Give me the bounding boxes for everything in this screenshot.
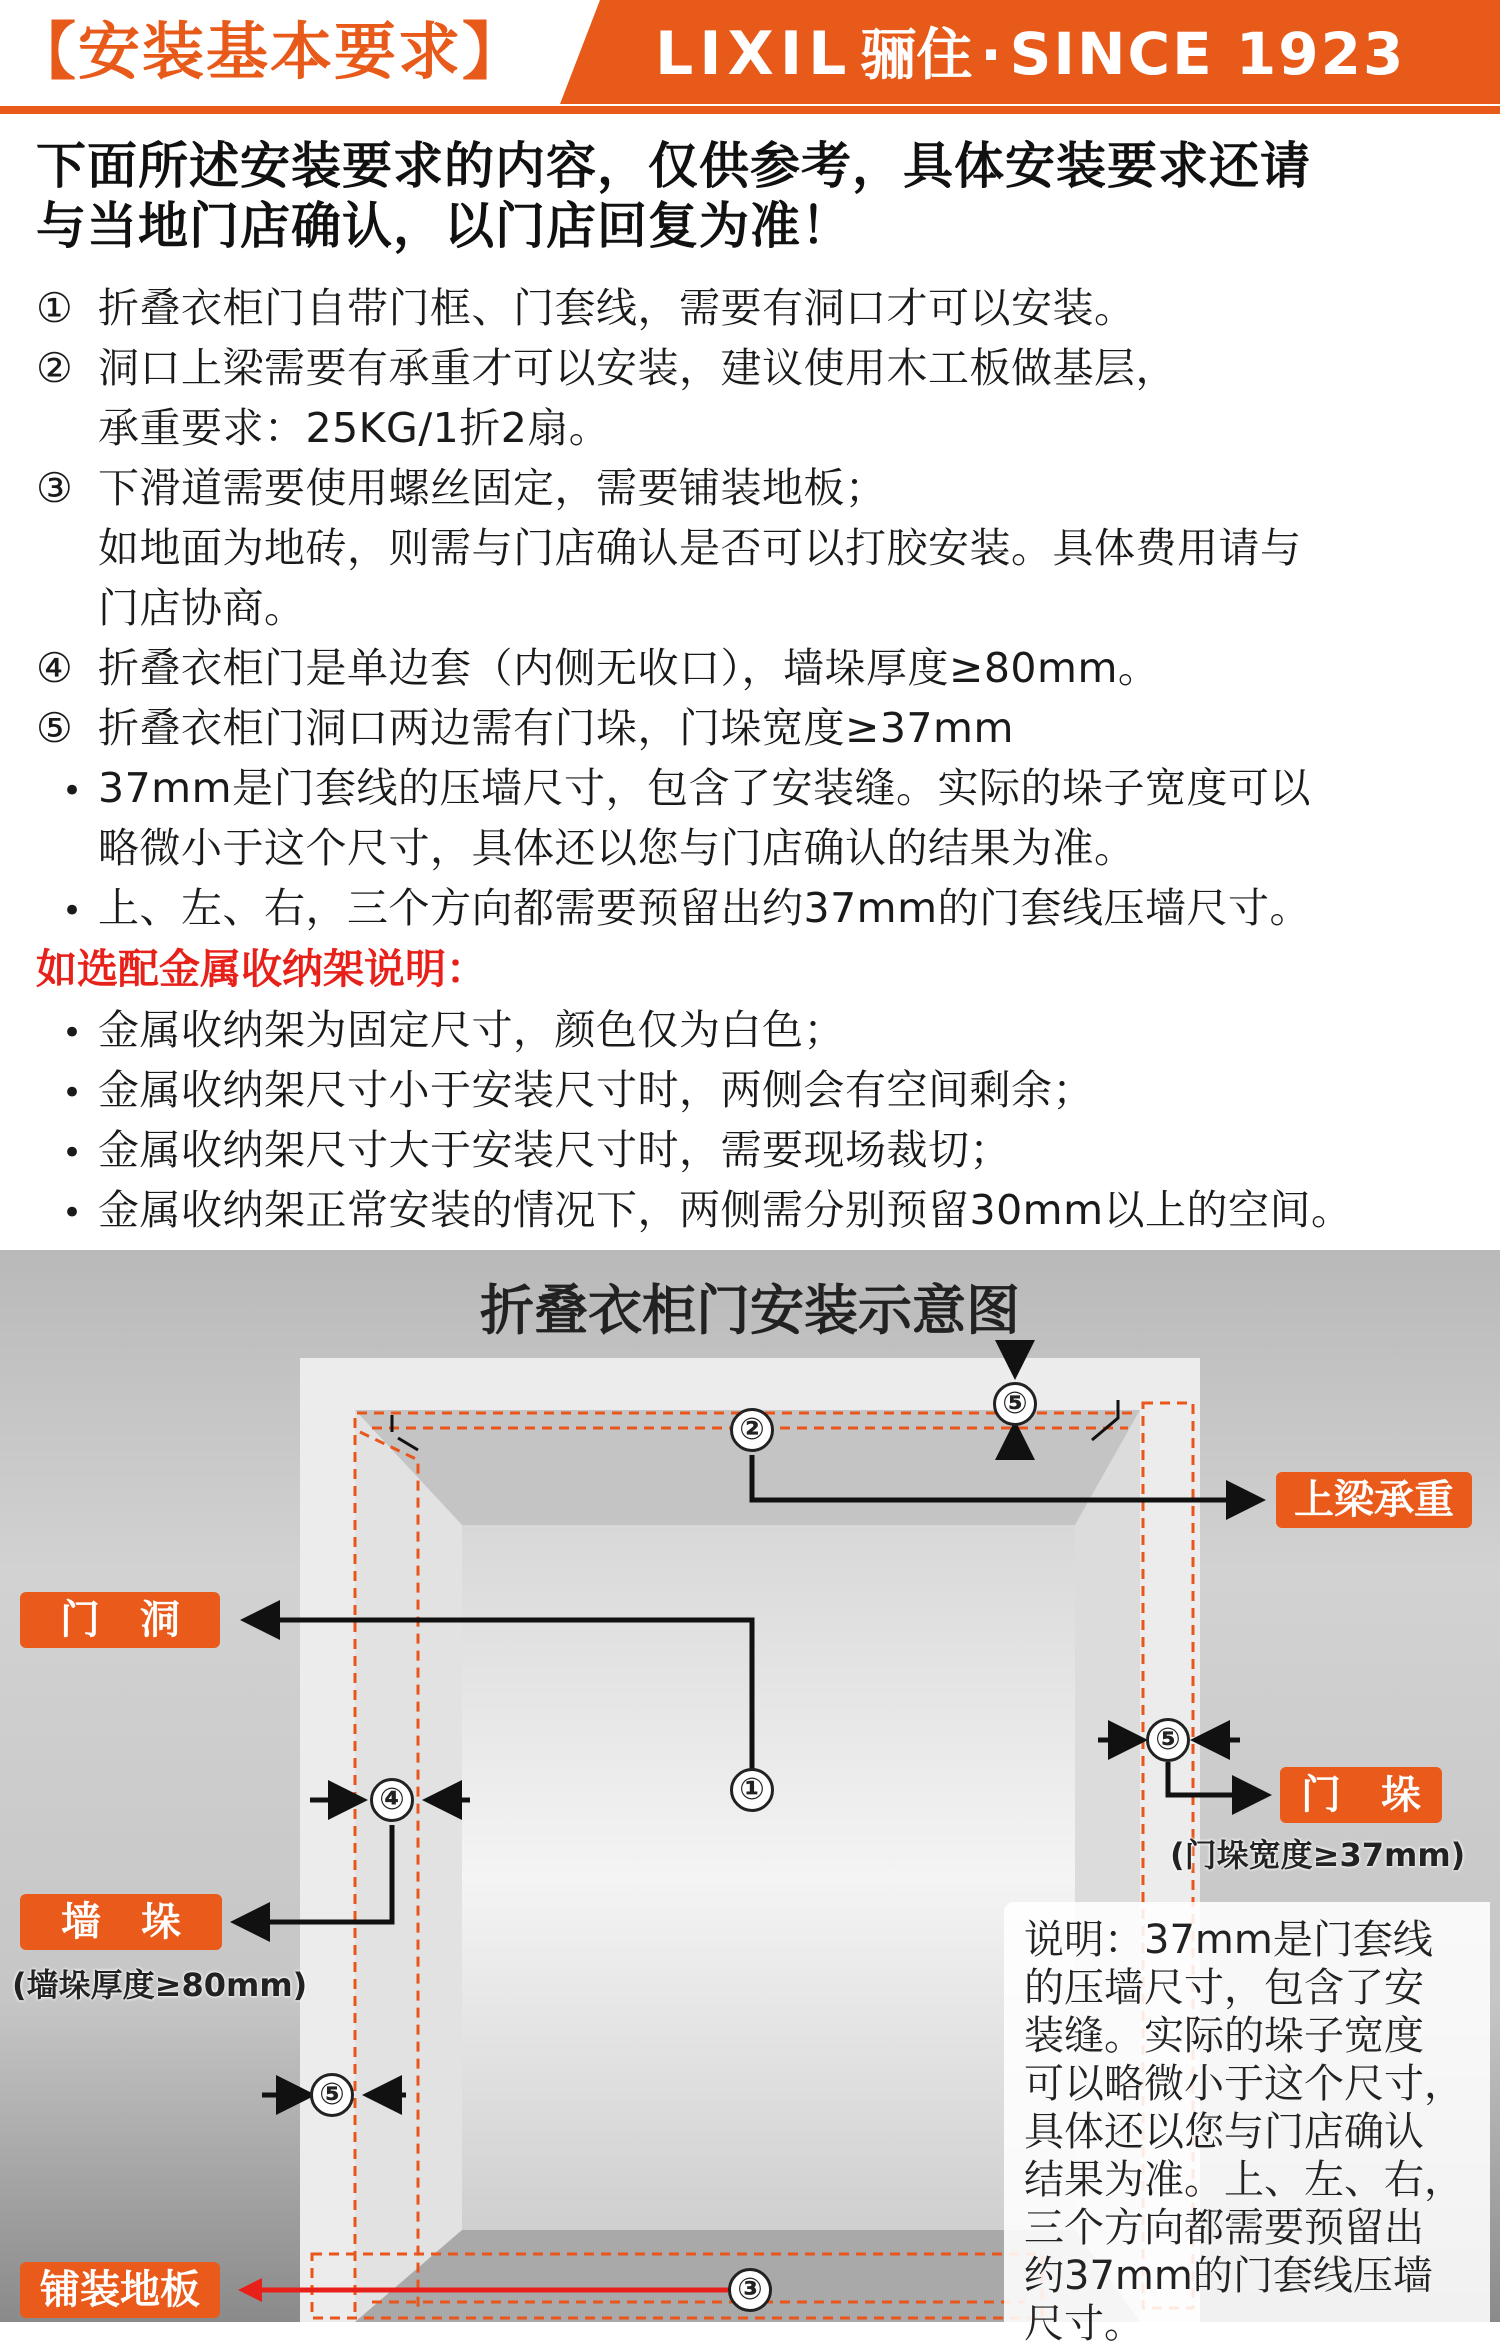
bullet-dot: • <box>62 771 83 811</box>
back-wall <box>462 1525 1075 2230</box>
label-beam: 上梁承重 <box>1276 1472 1472 1528</box>
header-underline <box>0 106 1500 114</box>
metal-rack-heading: 如选配金属收纳架说明： <box>36 945 487 993</box>
marker-4: ④ <box>370 1778 414 1822</box>
left-reveal <box>355 1410 462 2322</box>
requirements-list <box>36 278 1486 1240</box>
marker-5-left: ⑤ <box>310 2073 354 2117</box>
bullet-dot: • <box>62 1073 83 1113</box>
requirement-5 <box>36 698 1486 758</box>
bullet-dot: • <box>62 1133 83 1173</box>
brand-chinese-name: 骊住 <box>860 23 973 88</box>
bullet-dot: • <box>62 1193 83 1233</box>
marker-1: ① <box>730 1768 774 1812</box>
metal-rack-item <box>36 1120 1486 1180</box>
note-line: 装缝。实际的垛子宽度 <box>1024 2013 1424 2059</box>
bullet-text: 37mm是门套线的压墙尺寸，包含了安装缝。实际的垛子宽度可以 <box>98 764 1312 812</box>
bullet-text: 金属收纳架为固定尺寸，颜色仅为白色； <box>98 1006 845 1054</box>
lixil-logo: LIXIL <box>655 19 853 89</box>
installation-diagram <box>0 1250 1500 2347</box>
door-pier-note: (门垛宽度≥37mm) <box>1170 1836 1466 1874</box>
requirement-5-bullet <box>36 758 1486 818</box>
header-banner <box>0 0 1500 116</box>
marker-3: ③ <box>728 2268 772 2312</box>
brand-wordmark <box>655 14 1405 94</box>
bullet-text: 金属收纳架尺寸大于安装尺寸时，需要现场裁切； <box>98 1126 1011 1174</box>
marker-5-right: ⑤ <box>1146 1718 1190 1762</box>
requirement-number: ② <box>36 344 74 392</box>
requirement-text: 折叠衣柜门自带门框、门套线，需要有洞口才可以安装。 <box>98 284 1136 332</box>
brand-since: SINCE 1923 <box>1009 20 1406 88</box>
note-line: 的压墙尺寸，包含了安 <box>1024 1965 1424 2011</box>
requirement-number: ④ <box>36 644 74 692</box>
wall-pier-note: (墙垛厚度≥80mm) <box>12 1966 308 2004</box>
bullet-text: 金属收纳架正常安装的情况下，两侧需分别预留30mm以上的空间。 <box>98 1186 1353 1234</box>
note-line: 具体还以您与门店确认 <box>1024 2109 1424 2155</box>
requirement-number: ⑤ <box>36 704 74 752</box>
diagram-title: 折叠衣柜门安装示意图 <box>480 1279 1020 1342</box>
intro-line: 与当地门店确认，以门店回复为准！ <box>36 197 852 255</box>
requirement-3-continued: 如地面为地砖，则需与门店确认是否可以打胶安装。具体费用请与 <box>98 524 1302 572</box>
requirement-text: 折叠衣柜门洞口两边需有门垛，门垛宽度≥37mm <box>98 704 1014 752</box>
requirement-1 <box>36 278 1486 338</box>
metal-rack-item <box>36 1000 1486 1060</box>
label-door-pier: 门 垛 <box>1280 1767 1442 1823</box>
requirement-5-bullet <box>36 878 1486 938</box>
requirement-text: 折叠衣柜门是单边套（内侧无收口），墙垛厚度≥80mm。 <box>98 644 1160 692</box>
requirement-5-bullet-continued: 略微小于这个尺寸，具体还以您与门店确认的结果为准。 <box>98 824 1136 872</box>
requirement-3-continued: 门店协商。 <box>98 584 306 632</box>
bullet-dot: • <box>62 1013 83 1053</box>
note-line: 三个方向都需要预留出 <box>1024 2205 1424 2251</box>
marker-5-top: ⑤ <box>993 1382 1037 1426</box>
intro-paragraph <box>36 136 1486 256</box>
requirement-text: 下滑道需要使用螺丝固定，需要铺装地板； <box>98 464 887 512</box>
label-floor: 铺装地板 <box>20 2262 220 2318</box>
requirement-2 <box>36 338 1486 398</box>
header-title: 【安装基本要求】 <box>14 15 527 88</box>
requirement-2-continued: 承重要求：25KG/1折2扇。 <box>98 404 611 452</box>
bullet-text: 金属收纳架尺寸小于安装尺寸时，两侧会有空间剩余； <box>98 1066 1094 1114</box>
requirement-4 <box>36 638 1486 698</box>
note-line: 尺寸。 <box>1024 2301 1144 2347</box>
arrow-floor-head <box>238 2278 262 2302</box>
bullet-dot: • <box>62 891 83 931</box>
note-line: 可以略微小于这个尺寸， <box>1024 2061 1464 2107</box>
label-opening: 门 洞 <box>20 1592 220 1648</box>
requirement-text: 洞口上梁需要有承重才可以安装，建议使用木工板做基层， <box>98 344 1177 392</box>
metal-rack-item <box>36 1180 1486 1240</box>
note-line: 约37mm的门套线压墙 <box>1024 2253 1433 2299</box>
requirement-3 <box>36 458 1486 518</box>
label-wall-pier: 墙 垛 <box>20 1894 222 1950</box>
note-line: 说明：37mm是门套线 <box>1024 1917 1433 1963</box>
requirement-number: ③ <box>36 464 74 512</box>
explanation-note <box>1004 1902 1490 2347</box>
requirement-number: ① <box>36 284 74 332</box>
intro-line: 下面所述安装要求的内容，仅供参考，具体安装要求还请 <box>36 137 1311 195</box>
metal-rack-item <box>36 1060 1486 1120</box>
brand-separator: · <box>980 23 1002 88</box>
marker-2: ② <box>730 1408 774 1452</box>
bullet-text: 上、左、右，三个方向都需要预留出约37mm的门套线压墙尺寸。 <box>98 884 1312 932</box>
note-line: 结果为准。上、左、右， <box>1024 2157 1464 2203</box>
